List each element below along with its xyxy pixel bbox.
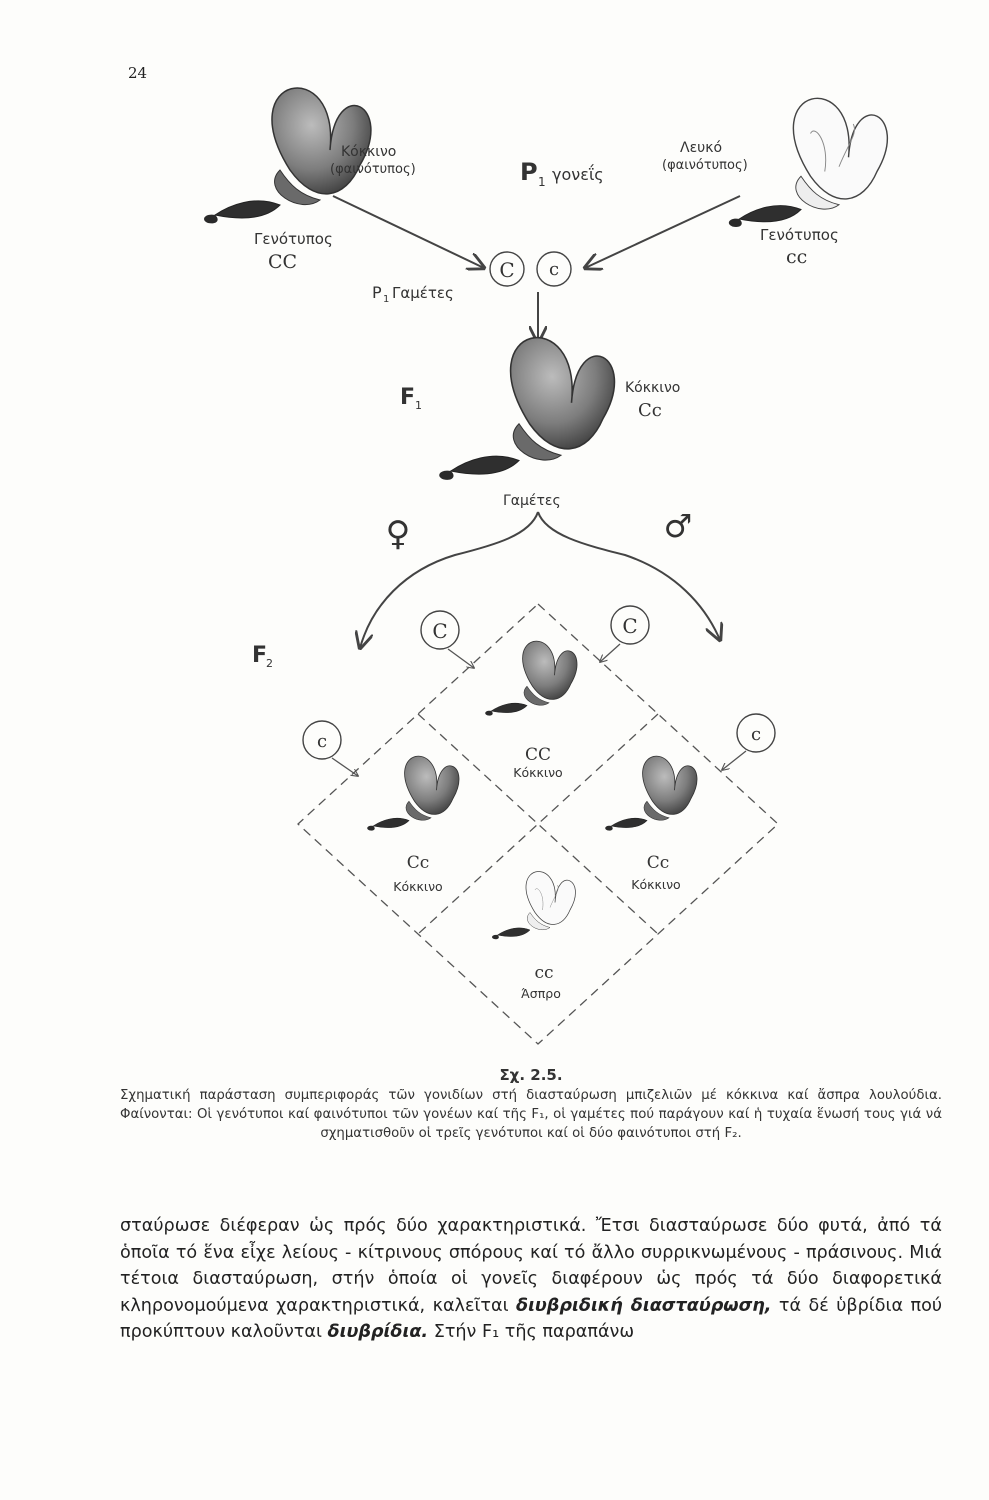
gamete-c: c bbox=[548, 259, 560, 280]
body-text-part3: Στήν F₁ τῆς παραπάνω bbox=[428, 1322, 635, 1342]
f2-bottom-flower bbox=[492, 871, 575, 939]
p1-gametes-word: Γαμέτες bbox=[392, 284, 454, 302]
f1-flower bbox=[439, 338, 614, 480]
p1-gametes-label: P bbox=[372, 283, 382, 302]
figure-caption bbox=[120, 1066, 942, 1143]
body-text-part1: σταύρωσε διέφεραν ὡς πρός δύο χαρακτηριστικά. Ἔτσι διασταύρωσε δύο φυτά, ἀπό τά ὁποῖα τό ἕνα εἶχε λείους - κίτρινους σπόρους καί τό ἄλλο συρρικνωμένους - πράσινους. Μιά τέτοια διασταύρωση, στήν ὁποία οἱ γονεῖς διαφέρουν ὡς πρός τά δύο διαφορετικά κληρονομούμενα χαρακτηριστικά, καλεῖται bbox=[120, 1216, 942, 1316]
f2-left-color: Κόκκινο bbox=[393, 879, 443, 894]
male-gamete-C: C bbox=[622, 614, 638, 638]
f2-right-genotype: Cc bbox=[646, 853, 670, 873]
f2-top-color: Κόκκινο bbox=[513, 765, 563, 780]
white-genotype: cc bbox=[786, 246, 808, 268]
f1-label: F bbox=[400, 385, 416, 410]
male-c-pointer bbox=[722, 751, 746, 770]
parents-label-sub: 1 bbox=[538, 175, 546, 189]
male-gamete-c: c bbox=[750, 724, 762, 745]
f2-bottom-color: Άσπρο bbox=[521, 986, 561, 1001]
female-C-pointer bbox=[448, 649, 474, 668]
white-parent-flower bbox=[729, 98, 888, 227]
f2-left-flower bbox=[367, 756, 459, 830]
f1-gametes-word: Γαμέτες bbox=[503, 493, 561, 509]
f2-label-sub: 2 bbox=[266, 657, 273, 670]
female-c-pointer bbox=[332, 758, 358, 776]
body-text-part2: τά δέ ὑβρίδια πού προκύπτουν καλοῦνται bbox=[120, 1295, 943, 1342]
female-symbol: ♀ bbox=[385, 514, 411, 554]
parents-label: P bbox=[520, 158, 538, 186]
white-to-gamete-arrow bbox=[585, 196, 740, 268]
term-dihybrids: διυβρίδια. bbox=[327, 1322, 429, 1342]
male-symbol: ♂ bbox=[663, 507, 693, 545]
red-phenotype-label: Κόκκινο bbox=[341, 144, 397, 160]
red-to-gamete-arrow bbox=[333, 196, 484, 268]
term-dihybrid-cross: διυβριδική διασταύρωση, bbox=[515, 1295, 772, 1316]
caption-text: Σχηματική παράσταση συμπεριφοράς τῶν γονιδίων στή διασταύρωση μπιζελιῶν μέ κόκκινα καί ἄσπρα λουλούδια. Φαίνονται: Οἱ γενότυποι καί φαινότυποι τῶν γονέων καί τῆς F₁, οἱ γαμέτες πού παράγουν καί ἡ τυχαία ἕνωσή τους γιά νά σχηματισθοῦν οἱ τρεῖς γενότυποι καί οἱ δύο φαινότυποι στή F₂. bbox=[120, 1088, 942, 1141]
parents-word: γονεΐς bbox=[552, 165, 604, 184]
f1-genotype: Cc bbox=[638, 400, 662, 421]
red-genotype-word: Γενότυπος bbox=[254, 230, 333, 248]
white-phenotype-label: Λευκό bbox=[680, 140, 723, 156]
f2-left-genotype: Cc bbox=[406, 853, 430, 873]
red-phenotype-note: (φαινότυπος) bbox=[330, 162, 416, 177]
body-paragraph bbox=[120, 1213, 942, 1346]
page-number: 24 bbox=[128, 64, 148, 82]
female-gamete-C: C bbox=[432, 619, 448, 643]
f2-top-genotype: CC bbox=[524, 745, 552, 765]
female-gamete-c: c bbox=[316, 731, 328, 752]
f2-right-flower bbox=[605, 756, 697, 830]
red-genotype: CC bbox=[268, 251, 298, 273]
male-C-pointer bbox=[600, 644, 620, 662]
f2-right-color: Κόκκινο bbox=[631, 877, 681, 892]
p1-gametes-sub: 1 bbox=[383, 294, 390, 305]
f2-bottom-genotype: cc bbox=[534, 963, 554, 983]
gamete-C: C bbox=[499, 258, 515, 282]
f1-label-sub: 1 bbox=[415, 399, 422, 412]
white-phenotype-note: (φαινότυπος) bbox=[662, 158, 748, 173]
f1-color: Κόκκινο bbox=[625, 380, 681, 396]
f2-label: F bbox=[252, 643, 268, 668]
caption-title: Σχ. 2.5. bbox=[499, 1066, 563, 1084]
f2-top-flower bbox=[485, 641, 577, 715]
white-genotype-word: Γενότυπος bbox=[760, 226, 839, 244]
